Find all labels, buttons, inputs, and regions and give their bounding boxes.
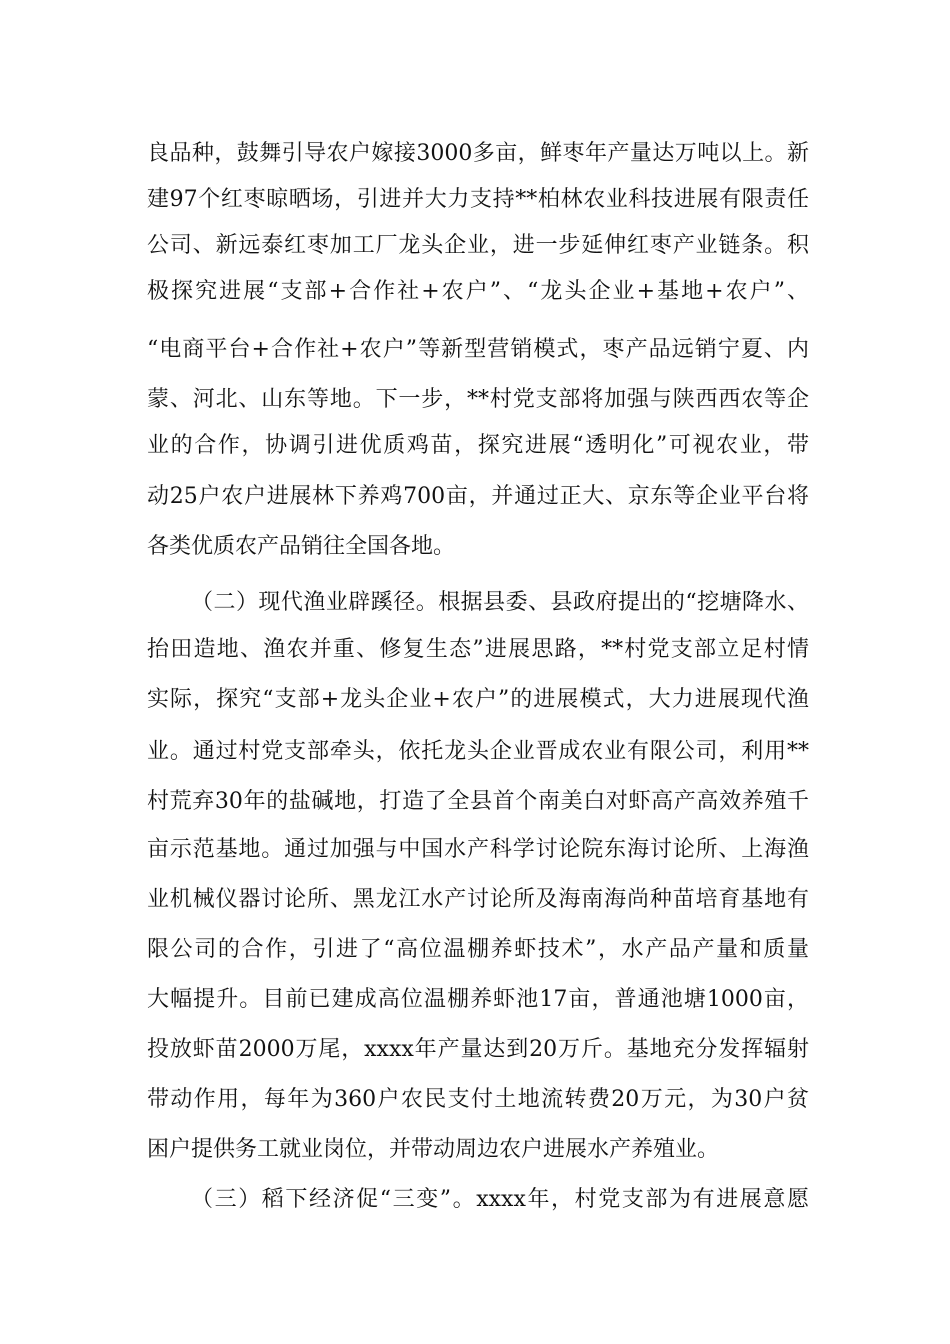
text-line: 动25户农户进展林下养鸡700亩，并通过正大、京东等企业平台将 [147,484,809,509]
paragraph-heading-line: （二）现代渔业辟蹊径。根据县委、县政府提出的“挖塘降水、 [191,590,809,615]
text-line: “电商平台+合作社+农户”等新型营销模式，枣产品远销宁夏、内 [147,337,809,362]
text-line: 困户提供务工就业岗位，并带动周边农户进展水产养殖业。 [147,1137,720,1162]
text-line: 限公司的合作，引进了“高位温棚养虾技术”，水产品产量和质量 [147,937,809,962]
text-line: 各类优质农产品销往全国各地。 [147,534,456,559]
text-line: 业。通过村党支部牵头，依托龙头企业晋成农业有限公司，利用** [147,739,809,764]
paragraph-heading-line: （三）稻下经济促“三变”。xxxx年，村党支部为有进展意愿 [191,1187,809,1212]
text-line: 建97个红枣晾晒场，引进并大力支持**柏林农业科技进展有限责任 [147,187,809,212]
text-line: 公司、新远泰红枣加工厂龙头企业，进一步延伸红枣产业链条。积 [147,233,809,258]
text-line: 亩示范基地。通过加强与中国水产科学讨论院东海讨论所、上海渔 [147,837,809,862]
text-line: 大幅提升。目前已建成高位温棚养虾池17亩，普通池塘1000亩， [147,987,809,1012]
text-line: 带动作用，每年为360户农民支付土地流转费20万元，为30户贫 [147,1087,809,1112]
text-line: 极探究进展“支部+合作社+农户”、“龙头企业+基地+农户”、 [147,279,809,304]
text-line: 业机械仪器讨论所、黑龙江水产讨论所及海南海尚种苗培育基地有 [147,887,809,912]
text-line: 抬田造地、渔农并重、修复生态”进展思路，**村党支部立足村情 [147,637,809,662]
text-line: 良品种，鼓舞引导农户嫁接3000多亩，鲜枣年产量达万吨以上。新 [147,141,809,166]
text-line: 实际，探究“支部+龙头企业+农户”的进展模式，大力进展现代渔 [147,687,809,712]
text-line: 业的合作，协调引进优质鸡苗，探究进展“透明化”可视农业，带 [147,433,809,458]
text-line: 蒙、河北、山东等地。下一步，**村党支部将加强与陕西西农等企 [147,387,809,412]
text-line: 投放虾苗2000万尾，xxxx年产量达到20万斤。基地充分发挥辐射 [147,1037,809,1062]
text-line: 村荒弃30年的盐碱地，打造了全县首个南美白对虾高产高效养殖千 [147,789,809,814]
